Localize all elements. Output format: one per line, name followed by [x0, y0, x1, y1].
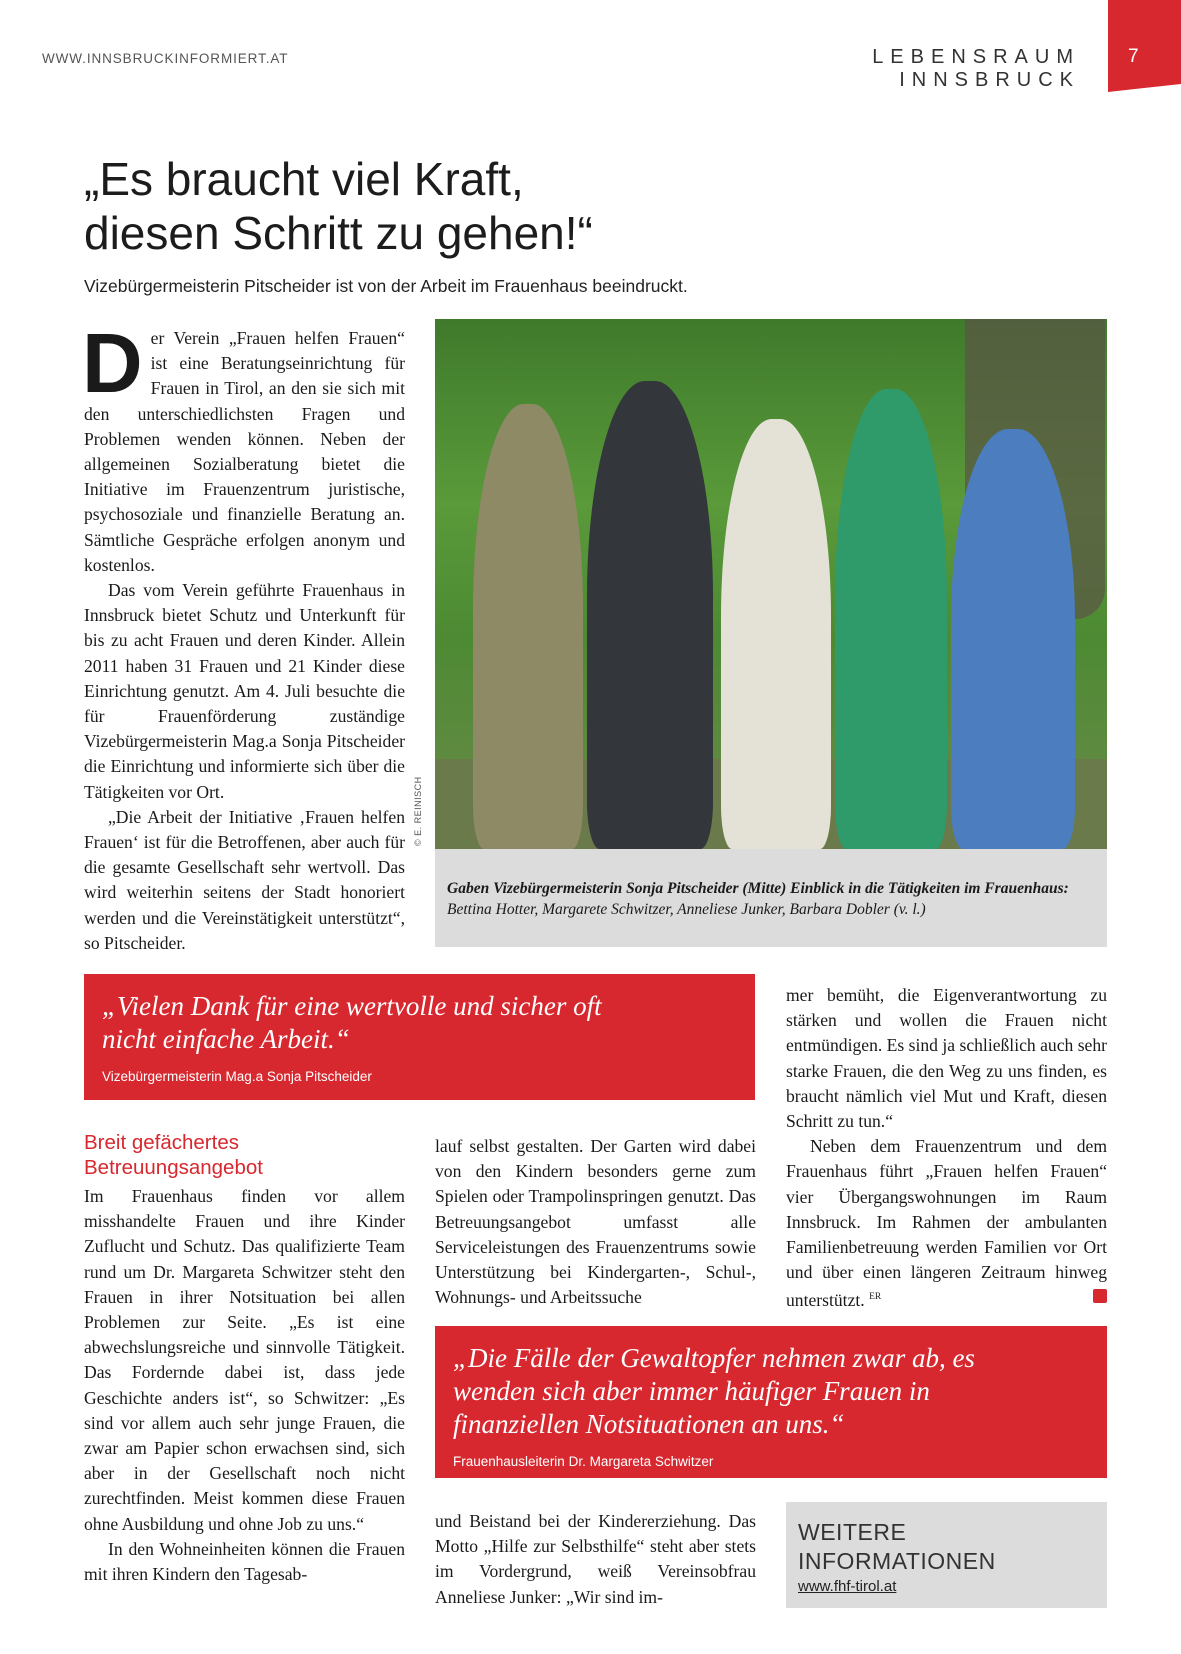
middle-column-upper — [435, 1134, 756, 1310]
end-marker — [1093, 1289, 1107, 1303]
quote-text: „Die Fälle der Gewaltopfer nehmen zwar ab, es wenden sich aber immer häufiger Frauen in finanziellen Notsituationen an uns.“ — [453, 1343, 975, 1439]
woman-5 — [951, 429, 1075, 849]
photo-credit: © E. REINISCH — [413, 776, 423, 846]
paragraph: „Die Arbeit der Initiative ‚Frauen helfen Frauen‘ ist für die Betroffenen, aber auch für die gesamte Gesellschaft sehr wertvoll. Das wird weiterhin seitens der Stadt honoriert werden und die Vereinstätigkeit unterstützt“, so Pitscheider. — [84, 806, 405, 953]
author-initials: ER — [869, 1292, 882, 1303]
caption-bold: Gaben Vizebürgermeisterin Sonja Pitscheider (Mitte) Einblick in die Tätigkeiten im Frauenhaus: — [447, 880, 1069, 897]
section-heading: Breit gefächertes Betreuungsangebot — [84, 1131, 263, 1179]
paragraph: und Beistand bei der Kindererziehung. Das Motto „Hilfe zur Selbsthilfe“ steht aber stets im Vordergrund, weiß Vereinsobfrau Anneliese Junker: „Wir sind im- — [435, 1511, 756, 1607]
paragraph: lauf selbst gestalten. Der Garten wird dabei von den Kindern besonders gerne zum Spielen oder Trampolinspringen genutzt. Das Betreuungsangebot umfasst alle Serviceleistungen des Frauenzentrums sowie Unterstützung bei Kindergarten-, Schul-, Wohnungs- und Arbeitssuche — [435, 1136, 756, 1308]
quote-text: „Vielen Dank für eine wertvolle und sicher oft nicht einfache Arbeit.“ — [102, 991, 602, 1054]
paragraph: Im Frauenhaus finden vor allem misshandelte Frauen und ihre Kinder Zuflucht und Schutz. Das qualifizierte Team rund um Dr. Margareta Schwitzer steht den Frauen in ihrer Notsituation bei allen Problemen zur Seite. „Es ist eine abwechslungsreiche und sinnvolle Tätigkeit. Das Fordernde dabei ist, dass jede Geschichte anders ist“, so Schwitzer: „Es sind vor allem auch sehr junge Frauen, die zwar am Papier schon erwachsen sind, sich aber in der Gesellschaft noch nicht zurechtfinden. Meist kommen diese Frauen ohne Ausbildung und ohne Job zu uns.“ — [84, 1186, 405, 1534]
section-column — [84, 1184, 405, 1587]
section-title: LEBENSRAUM INNSBRUCK — [872, 46, 1080, 91]
woman-4 — [835, 389, 947, 849]
quote-author: Vizebürgermeisterin Mag.a Sonja Pitscheider — [102, 1069, 372, 1084]
paragraph: mer bemüht, die Eigenverantwortung zu stärken und wollen die Frauen nicht entmündigen. Es sind ja schließlich auch sehr starke Frauen, die den Weg zu uns finden, es braucht nämlich viel Mut und Kraft, diesen Schritt zu tun.“ — [786, 985, 1108, 1132]
paragraph: er Verein „Frauen helfen Frauen“ ist eine Beratungseinrichtung für Frauen in Tirol, an den sie sich mit den unterschiedlichsten Fragen und Problemen wenden können. Neben der allgemeinen Sozialberatung bietet die Initiative im Frauenzentrum juristische, psychosoziale und finanzielle Beratung an. Sämtliche Gespräche erfolgen anonym und kostenlos. — [84, 328, 405, 575]
woman-2 — [587, 381, 713, 849]
quote-author: Frauenhausleiterin Dr. Margareta Schwitzer — [453, 1454, 714, 1469]
page-number-tab — [1108, 0, 1181, 92]
site-url[interactable]: WWW.INNSBRUCKINFORMIERT.AT — [42, 51, 289, 66]
caption-names: Bettina Hotter, Margarete Schwitzer, Anneliese Junker, Barbara Dobler (v. l.) — [447, 901, 926, 918]
paragraph-text: Neben dem Frauenzentrum und dem Frauenhaus führt „Frauen helfen Frauen“ vier Übergangswohnungen im Raum Innsbruck. Im Rahmen der ambulanten Familienbetreuung werden Familien vor Ort und über einen längeren Zeitraum hinweg unterstützt. — [786, 1136, 1107, 1311]
article-subtitle: Vizebürgermeisterin Pitscheider ist von der Arbeit im Frauenhaus beeindruckt. — [84, 276, 688, 296]
paragraph — [786, 1134, 1107, 1313]
woman-1 — [473, 404, 583, 849]
info-box — [786, 1502, 1107, 1608]
info-title-line-2: INFORMATIONEN — [798, 1548, 996, 1574]
info-link[interactable]: www.fhf-tirol.at — [798, 1578, 897, 1595]
info-title-line-1: WEITERE — [798, 1519, 907, 1545]
paragraph: In den Wohneinheiten können die Frauen mit ihren Kindern den Tagesab- — [84, 1538, 405, 1585]
woman-3 — [721, 419, 831, 849]
drop-cap: D — [82, 316, 143, 410]
group-photo — [435, 319, 1107, 849]
title-line-2: diesen Schritt zu gehen!“ — [84, 207, 593, 259]
article-title — [84, 152, 593, 260]
page-number: 7 — [1128, 46, 1139, 67]
paragraph: Das vom Verein geführte Frauenhaus in Innsbruck bietet Schutz und Unterkunft für bis zu acht Frauen und deren Kinder. Allein 2011 haben 31 Frauen und 21 Kinder diese Einrichtung genutzt. Am 4. Juli besuchte die für Frauenförderung zuständige Vizebürgermeisterin Mag.a Sonja Pitscheider die Einrichtung und informierte sich über die Tätigkeiten vor Ort. — [84, 580, 405, 802]
title-line-1: „Es braucht viel Kraft, — [84, 153, 524, 205]
pull-quote-1 — [84, 974, 755, 1100]
photo-caption — [435, 849, 1107, 947]
right-column — [786, 983, 1107, 1314]
middle-column-lower — [435, 1509, 756, 1610]
intro-column — [82, 316, 405, 956]
pull-quote-2 — [435, 1326, 1107, 1478]
info-title — [798, 1518, 1095, 1576]
